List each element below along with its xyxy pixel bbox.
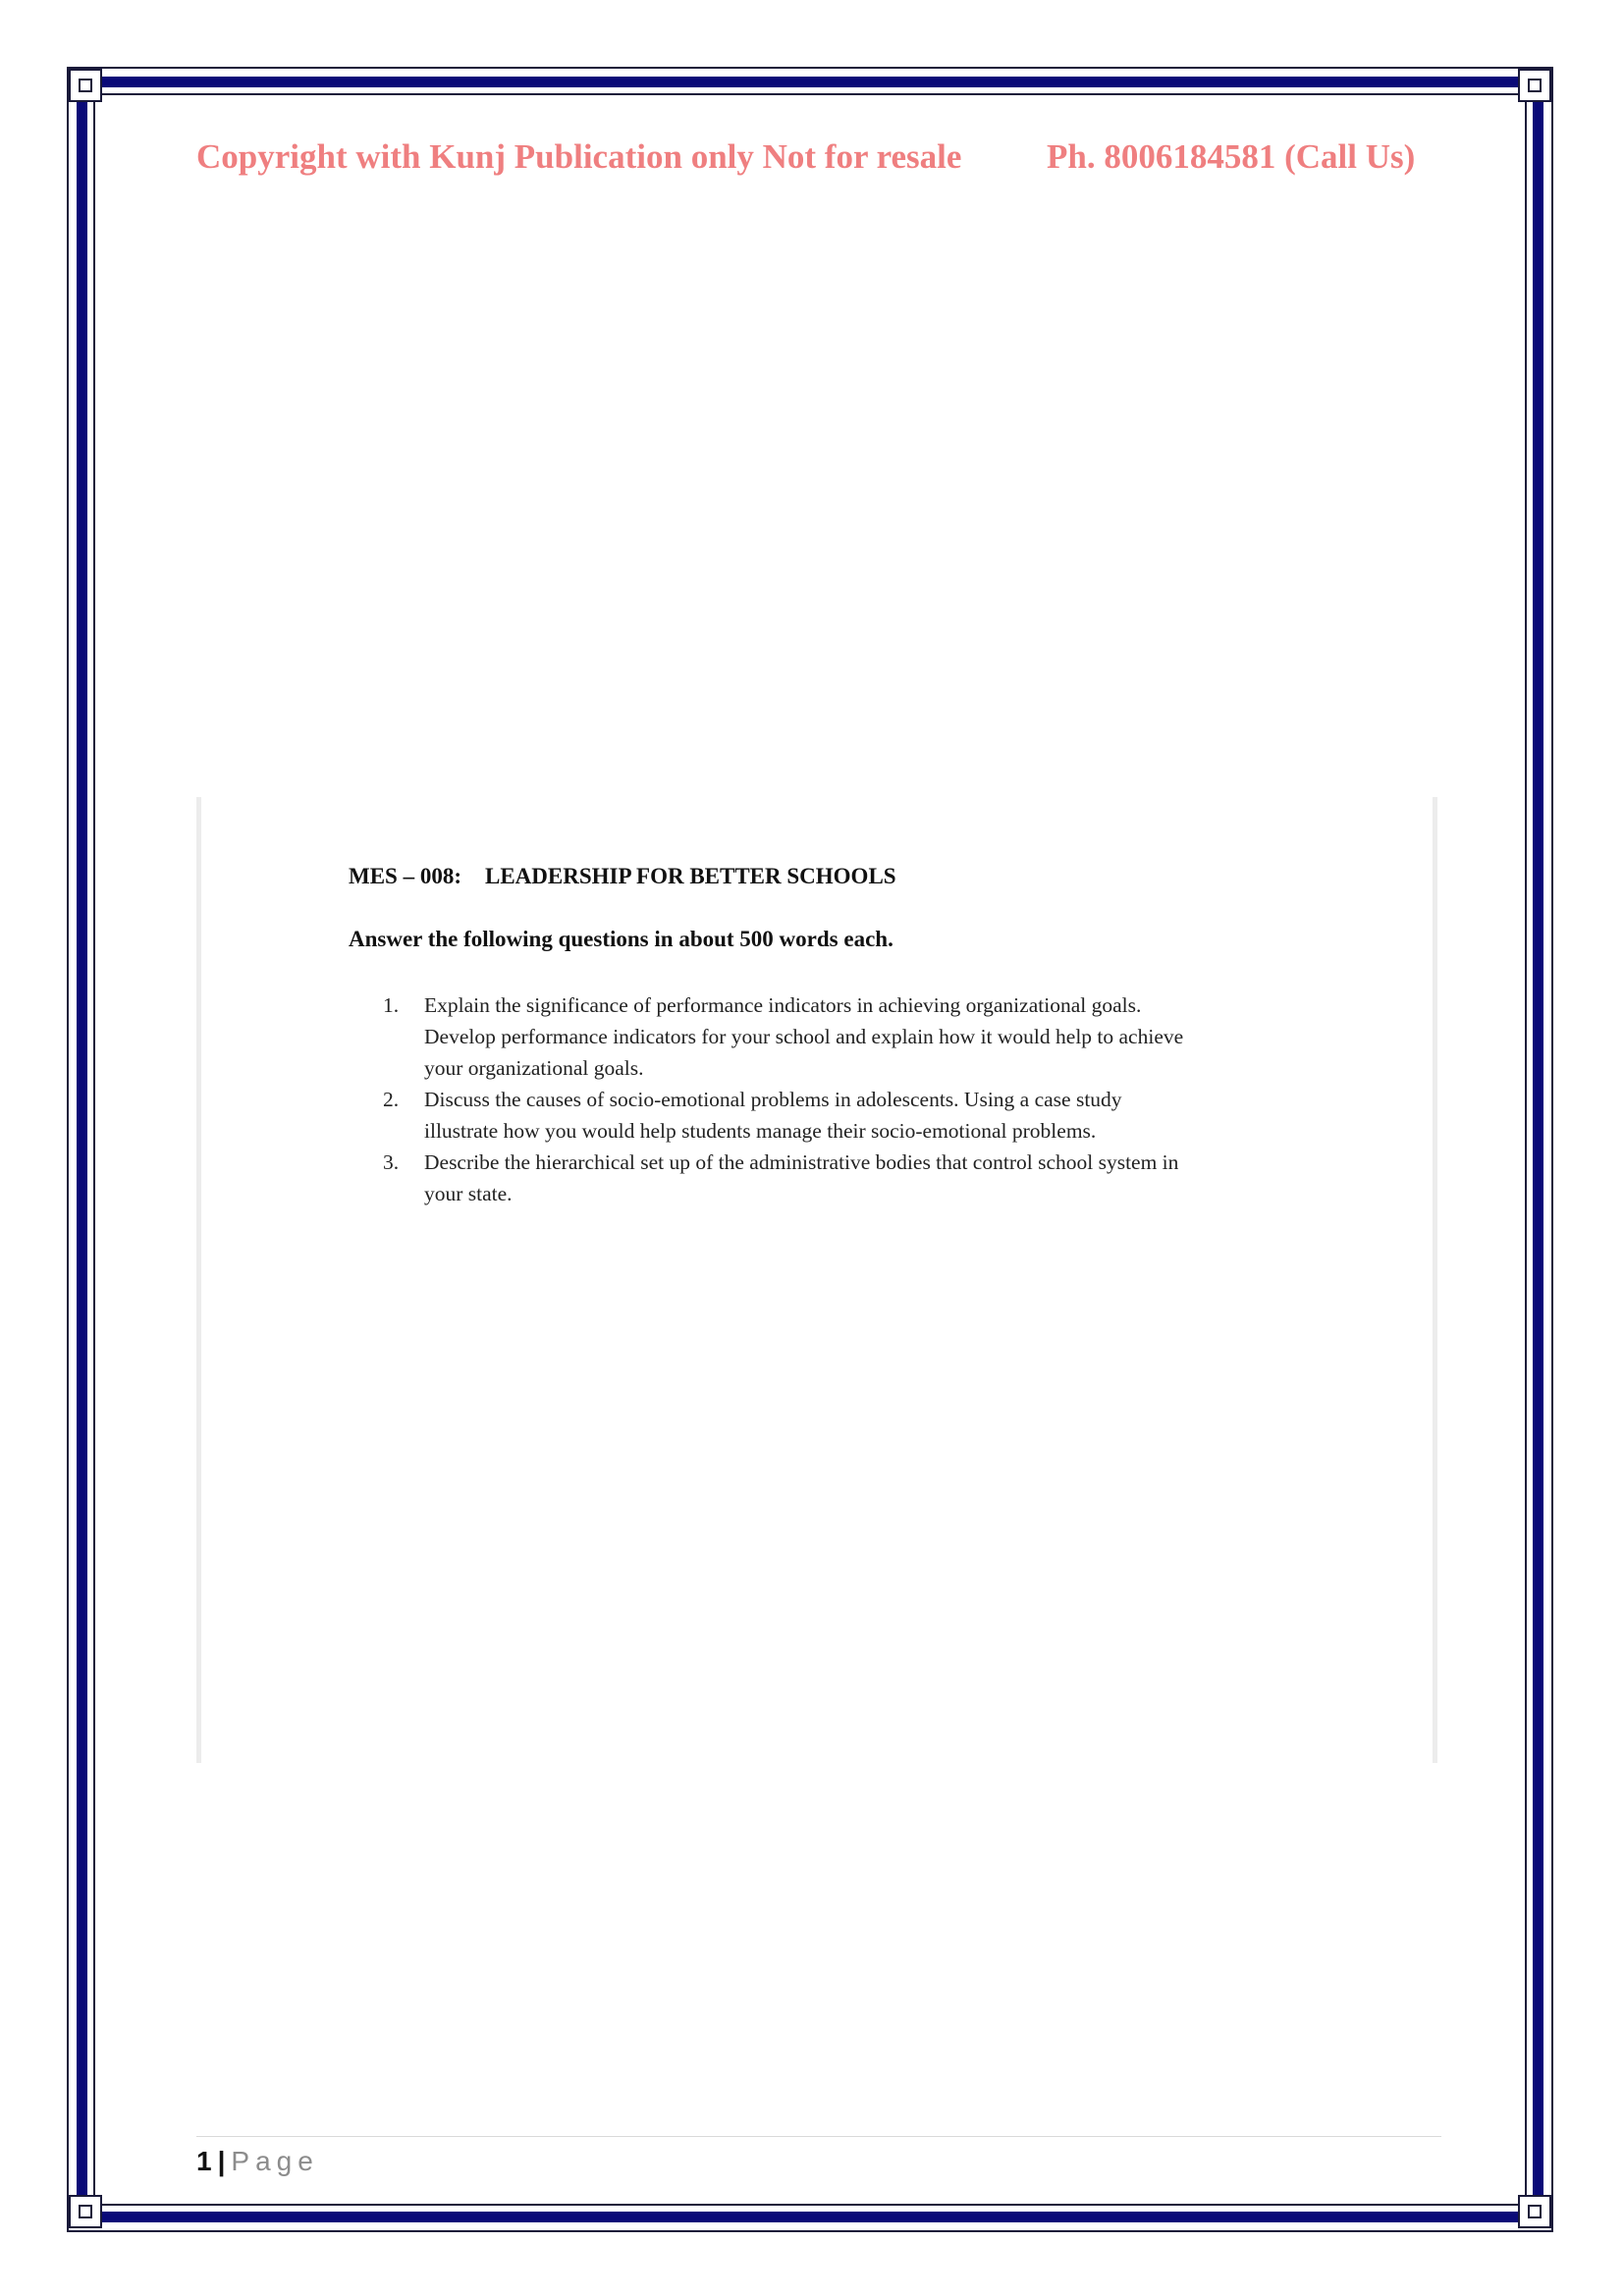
question-item [383, 1084, 1326, 1147]
question-line: Discuss the causes of socio-emotional problems in adolescents. Using a case study [424, 1088, 1122, 1111]
question-line: your organizational goals. [424, 1056, 644, 1080]
footer-divider [196, 2136, 1441, 2137]
page-footer [196, 2146, 319, 2177]
question-list [383, 989, 1326, 1209]
question-item [383, 1147, 1326, 1209]
question-number: 1. [383, 993, 400, 1017]
page-number: 1 [196, 2146, 212, 2176]
question-number: 2. [383, 1088, 400, 1111]
border-corner-ornament [69, 2195, 102, 2228]
border-corner-ornament [1518, 2195, 1551, 2228]
question-line: illustrate how you would help students manage their socio-emotional problems. [424, 1119, 1097, 1143]
question-line: Explain the significance of performance indicators in achieving organizational goals. [424, 993, 1142, 1017]
question-line: your state. [424, 1182, 513, 1205]
question-line: Develop performance indicators for your school and explain how it would help to achieve [424, 1025, 1184, 1048]
question-sheet [196, 797, 1437, 1763]
border-corner-ornament [69, 69, 102, 102]
question-line: Describe the hierarchical set up of the administrative bodies that control school system in [424, 1150, 1179, 1174]
border-corner-ornament [1518, 69, 1551, 102]
instruction-text: Answer the following questions in about 500 words each. [349, 927, 893, 951]
footer-separator: | [217, 2146, 226, 2176]
question-number: 3. [383, 1150, 400, 1174]
page-label: Page [231, 2146, 319, 2176]
course-title [349, 864, 896, 889]
copyright-notice: Copyright with Kunj Publication only Not for resale [196, 137, 962, 176]
question-item [383, 989, 1326, 1084]
page-header [196, 137, 1434, 177]
contact-phone: Ph. 8006184581 (Call Us) [1047, 137, 1416, 176]
course-name: LEADERSHIP FOR BETTER SCHOOLS [485, 864, 896, 888]
course-code: MES – 008: [349, 864, 461, 888]
